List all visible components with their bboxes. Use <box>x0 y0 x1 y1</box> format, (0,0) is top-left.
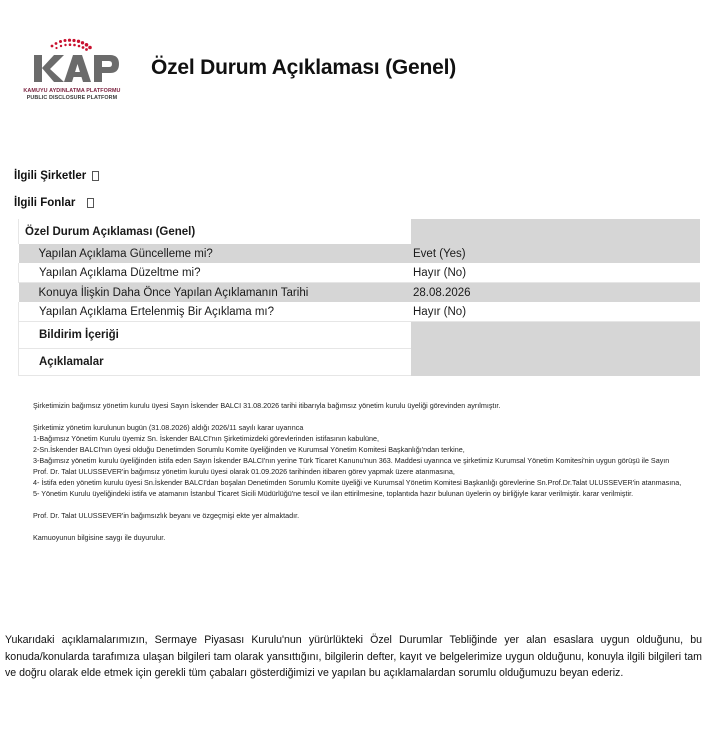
kap-logo <box>12 38 132 108</box>
expand-icon <box>92 171 99 181</box>
logo-line-2: PUBLIC DISCLOSURE PLATFORM <box>26 95 118 101</box>
disclosure-info-table <box>18 219 700 376</box>
table-row <box>19 302 701 322</box>
paragraph-line: 2-Sn.İskender BALCI'nın üyesi olduğu Denetimden Sorumlu Komite üyeliğinden ve Kurumsal Yönetim Komitesi Başkanlığı'ndan terkine, <box>33 445 465 454</box>
paragraph: Kamuoyunun bilgisine saygı ile duyurulur. <box>33 533 166 542</box>
paragraph-line: 1-Bağımsız Yönetim Kurulu üyemiz Sn. İskender BALCI'nın Şirketimizdeki görevlerinden istifasının kabulüne, <box>33 434 380 443</box>
paragraph-line: 5- Yönetim Kurulu üyeliğindeki istifa ve atamanın İstanbul Ticaret Sicili Müdürlüğü'ne tescil ve ilan ettirilmesine, toplantıda hazır bulunan üyelerin oy birliğiyle karar verilmiştir. karar verilmiştir. <box>33 489 634 498</box>
disclaimer-text: Yukarıdaki açıklamalarımızın, Sermaye Piyasası Kurulu'nun yürürlükteki Özel Durumlar Tebliğinde yer alan esaslara uygun olduğunu, bu konuda/konularda tarafımıza ulaşan bilgileri tam olarak yansıttığını, bilgilerin defter, kayıt ve belgelerimize uygun olduğunu, konuyla ilgili bilgileri tam ve doğru olarak elde etmek için gerekli tüm çabaları gösterdiğimizi ve yapılan bu açıklamalardan sorumlu olduğumuzu beyan ederiz. <box>5 634 702 679</box>
row-label: Konuya İlişkin Daha Önce Yapılan Açıklamanın Tarihi <box>19 283 412 303</box>
expand-icon <box>87 198 94 208</box>
table-row <box>19 244 701 263</box>
logo-line-1: KAMUYU AYDINLATMA PLATFORMU <box>23 88 121 94</box>
explanation-body <box>33 400 685 543</box>
table-header-filler <box>411 219 700 244</box>
table-header-row <box>19 219 701 244</box>
explanations-label: Açıklamalar <box>19 349 412 376</box>
row-label: Yapılan Açıklama Ertelenmiş Bir Açıklama mı? <box>19 302 412 322</box>
paragraph-line: 4- İstifa eden yönetim kurulu üyesi Sn.İskender BALCI'dan boşalan Denetimden Sorumlu Komite üyeliği ve Kurumsal Yönetim Komitesi Başkanlığı görevlerine Sn.Prof.Dr.Talat ULUSSEVER'in atanmasına, <box>33 478 682 487</box>
kap-logo-graphic <box>12 38 132 88</box>
related-funds-toggle[interactable] <box>14 197 94 209</box>
paragraph: Şirketimizin bağımsız yönetim kurulu üyesi Sayın İskender BALCI 31.08.2026 tarihi itibarıyla bağımsız yönetim kurulu üyeliği görevinden ayrılmıştır. <box>33 401 501 410</box>
row-value: Hayır (No) <box>411 302 700 322</box>
row-label: Yapılan Açıklama Güncelleme mi? <box>19 244 412 263</box>
page-title: Özel Durum Açıklaması (Genel) <box>151 56 457 79</box>
paragraph-line: 3-Bağımsız yönetim kurulu üyeliğinden istifa eden Sayın İskender BALCI'nın yerine Türk Ticaret Kanunu'nun 363. Maddesi uyarınca ve şirketimiz Kurumsal Yönetim Komitesi'nin uygun görüşü ile Sayın Prof. Dr. Talat ULUSSEVER'in bağımsız yönetim kurulu üyesi olarak 01.09.2026 tarihinden itibaren görev yapmak üzere atanmasına, <box>33 456 670 476</box>
notice-content-row <box>19 322 701 349</box>
row-value: Hayır (No) <box>411 263 700 283</box>
paragraph-line: Şirketimiz yönetim kurulunun bugün (31.08.2026) aldığı 2026/11 sayılı karar uyarınca <box>33 423 304 432</box>
notice-content-filler <box>411 322 700 349</box>
notice-content-label: Bildirim İçeriği <box>19 322 412 349</box>
explanations-filler <box>411 349 700 376</box>
table-row <box>19 263 701 283</box>
row-label: Yapılan Açıklama Düzeltme mi? <box>19 263 412 283</box>
row-value: Evet (Yes) <box>411 244 700 263</box>
paragraph: Prof. Dr. Talat ULUSSEVER'in bağımsızlık beyanı ve özgeçmişi ekte yer almaktadır. <box>33 511 300 520</box>
related-funds-label: İlgili Fonlar <box>14 197 76 209</box>
related-companies-toggle[interactable] <box>14 170 99 182</box>
table-header: Özel Durum Açıklaması (Genel) <box>19 219 412 244</box>
explanations-row <box>19 349 701 376</box>
row-value: 28.08.2026 <box>411 283 700 303</box>
table-row <box>19 283 701 303</box>
related-companies-label: İlgili Şirketler <box>14 170 87 182</box>
